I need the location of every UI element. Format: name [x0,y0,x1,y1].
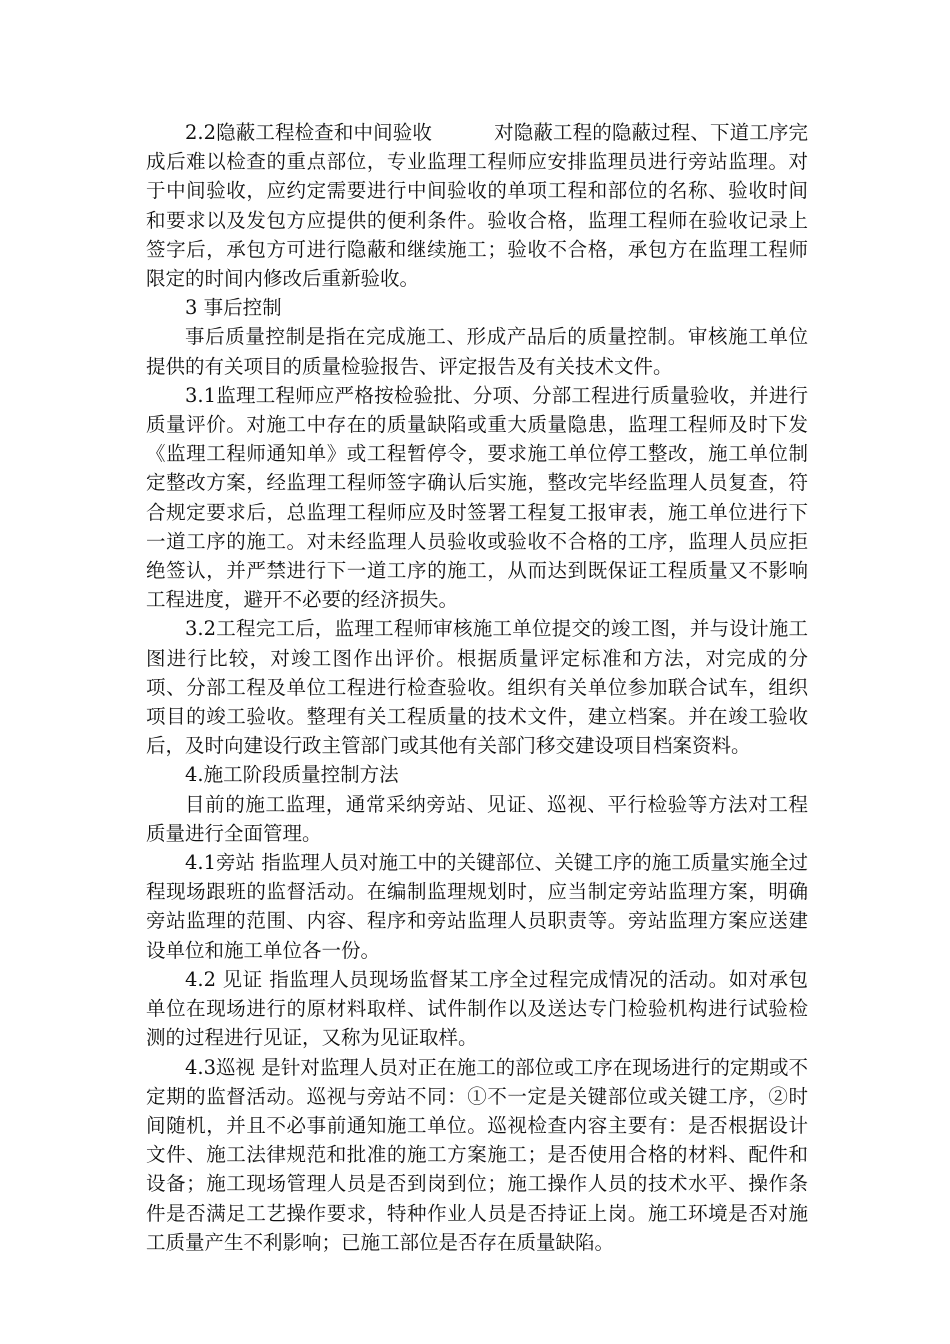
paragraph-4-intro: 目前的施工监理，通常采纳旁站、见证、巡视、平行检验等方法对工程质量进行全面管理。 [146,792,808,845]
paragraph-3-2: 3.2工程完工后，监理工程师审核施工单位提交的竣工图，并与设计施工图进行比较，对竣工图作出评价。根据质量评定标准和方法，对完成的分项、分部工程及单位工程进行检查验收。组织有关单位参加联合试车，组织项目的竣工验收。整理有关工程质量的技术文件，建立档案。并在竣工验收后，及时向建设行政主管部门或其他有关部门移交建设项目档案资料。 [146,617,808,758]
document-body [146,118,808,1257]
section-heading-2-2: 2.2隐蔽工程检查和中间验收 [185,121,432,144]
section-heading-4: 4.施工阶段质量控制方法 [185,763,399,787]
paragraph-4-1: 4.1旁站 指监理人员对施工中的关键部位、关键工序的施工质量实施全过程现场跟班的监督活动。在编制监理规划时，应当制定旁站监理方案，明确旁站监理的范围、内容、程序和旁站监理人员职责等。旁站监理方案应送建设单位和施工单位各一份。 [146,851,808,962]
paragraph-2-2 [146,118,808,293]
paragraph-4-3: 4.3巡视 是针对监理人员对正在施工的部位或工序在现场进行的定期或不定期的监督活动。巡视与旁站不同：①不一定是关键部位或关键工序，②时间随机，并且不必事前通知施工单位。巡视检查内容主要有：是否根据设计文件、施工法律规范和批准的施工方案施工；是否使用合格的材料、配件和设备；施工现场管理人员是否到岗到位；施工操作人员的技术水平、操作条件是否满足工艺操作要求，特种作业人员是否持证上岗。施工环境是否对施工质量产生不利影响；已施工部位是否存在质量缺陷。 [146,1055,808,1254]
section-heading-3: 3 事后控制 [185,296,282,320]
paragraph-4-2: 4.2 见证 指监理人员现场监督某工序全过程完成情况的活动。如对承包单位在现场进行的原材料取样、试件制作以及送达专门检验机构进行试验检测的过程进行见证，又称为见证取样。 [146,967,808,1050]
paragraph-3-1: 3.1监理工程师应严格按检验批、分项、分部工程进行质量验收，并进行质量评价。对施工中存在的质量缺陷或重大质量隐患，监理工程师及时下发《监理工程师通知单》或工程暂停令，要求施工单位停工整改，施工单位制定整改方案，经监理工程师签字确认后实施，整改完毕经监理人员复查，符合规定要求后，总监理工程师应及时签署工程复工报审表，施工单位进行下一道工序的施工。对未经监理人员验收或验收不合格的工序，监理人员应拒绝签认，并严禁进行下一道工序的施工，从而达到既保证工程质量又不影响工程进度，避开不必要的经济损失。 [146,383,808,612]
paragraph-3-intro: 事后质量控制是指在完成施工、形成产品后的质量控制。审核施工单位提供的有关项目的质量检验报告、评定报告及有关技术文件。 [146,325,808,378]
paragraph-2-2-text: 对隐蔽工程的隐蔽过程、下道工序完成后难以检查的重点部位，专业监理工程师应安排监理员进行旁站监理。对于中间验收，应约定需要进行中间验收的单项工程和部位的名称、验收时间和要求以及发包方应提供的便利条件。验收合格，监理工程师在验收记录上签字后，承包方可进行隐蔽和继续施工；验收不合格，承包方在监理工程师限定的时间内修改后重新验收。 [146,121,808,291]
